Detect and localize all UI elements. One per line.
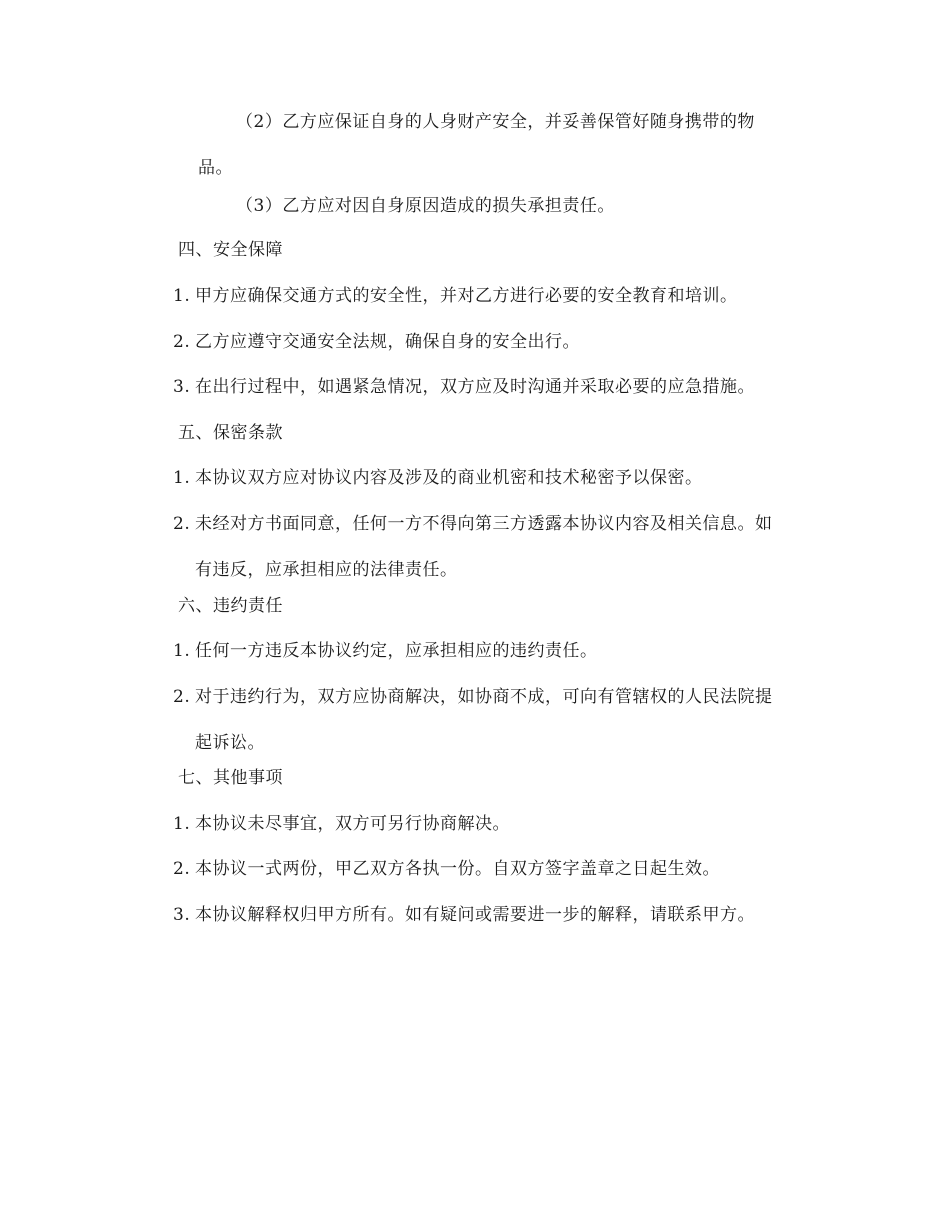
- list-item-number: 1.: [173, 468, 191, 488]
- list-item-number: 3.: [173, 377, 191, 397]
- list-item: [173, 501, 823, 593]
- sub-item-3-line1: （3）乙方应对因自身原因造成的损失承担责任。: [236, 196, 615, 216]
- list-item-text: 本协议解释权归甲方所有。如有疑问或需要进一步的解释，请联系甲方。: [195, 905, 755, 925]
- list-item: [173, 801, 823, 847]
- list-item: [173, 628, 823, 674]
- section-heading-breach: 六、违约责任: [178, 596, 283, 616]
- list-item-number: 3.: [173, 905, 191, 925]
- list-item: [173, 319, 823, 365]
- list-item-text: 甲方应确保交通方式的安全性，并对乙方进行必要的安全教育和培训。: [195, 286, 738, 306]
- list-item: [173, 273, 823, 319]
- list-item-text: 本协议未尽事宜，双方可另行协商解决。: [195, 814, 510, 834]
- sub-item-2: [198, 99, 826, 191]
- sub-item-3: [236, 183, 826, 229]
- list-item-number: 1.: [173, 641, 191, 661]
- list-item-text-continued: 起诉讼。: [195, 733, 265, 753]
- list-item-number: 1.: [173, 814, 191, 834]
- section-heading-safety: 四、安全保障: [178, 240, 283, 260]
- list-item-number: 2.: [173, 332, 191, 352]
- list-item-text: 任何一方违反本协议约定，应承担相应的违约责任。: [195, 641, 598, 661]
- list-item-text: 乙方应遵守交通安全法规，确保自身的安全出行。: [195, 332, 580, 352]
- list-item-text-continued: 有违反，应承担相应的法律责任。: [195, 560, 458, 580]
- sub-item-2-line2: 品。: [198, 158, 233, 178]
- list-item-text: 本协议一式两份，甲乙双方各执一份。自双方签字盖章之日起生效。: [195, 859, 720, 879]
- list-item-text: 对于违约行为，双方应协商解决，如协商不成，可向有管辖权的人民法院提: [195, 687, 773, 707]
- sub-item-2-line1: （2）乙方应保证自身的人身财产安全，并妥善保管好随身携带的物: [236, 112, 755, 132]
- list-item-text: 在出行过程中，如遇紧急情况，双方应及时沟通并采取必要的应急措施。: [195, 377, 755, 397]
- list-item: [173, 674, 823, 766]
- section-heading-confidentiality: 五、保密条款: [178, 423, 283, 443]
- list-item: [173, 892, 823, 938]
- list-item-number: 2.: [173, 859, 191, 879]
- list-item-text: 未经对方书面同意，任何一方不得向第三方透露本协议内容及相关信息。如: [195, 514, 773, 534]
- list-item-number: 2.: [173, 514, 191, 534]
- section-heading-other: 七、其他事项: [178, 768, 283, 788]
- list-item: [173, 364, 823, 410]
- list-item-text: 本协议双方应对协议内容及涉及的商业机密和技术秘密予以保密。: [195, 468, 703, 488]
- list-item: [173, 846, 823, 892]
- list-item-number: 2.: [173, 687, 191, 707]
- list-item-number: 1.: [173, 286, 191, 306]
- list-item: [173, 455, 823, 501]
